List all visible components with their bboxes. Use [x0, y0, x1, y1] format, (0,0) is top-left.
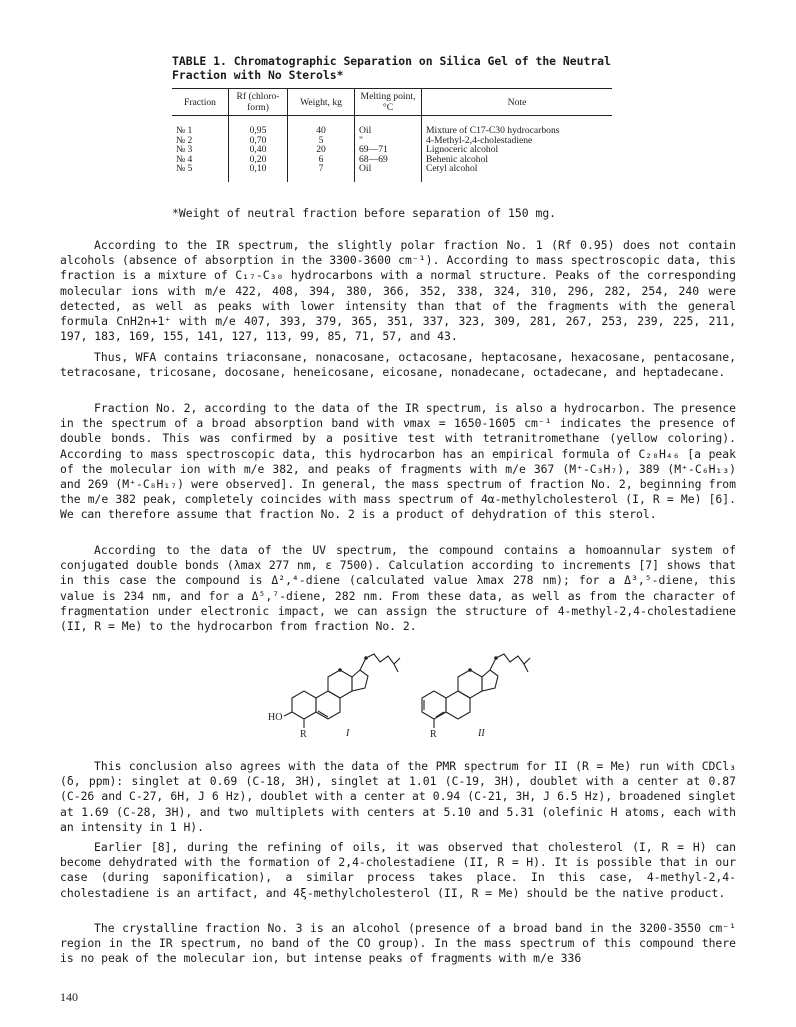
cell-note: Mixture of C17-C30 hydrocarbons: [422, 116, 613, 136]
paragraph-uv: [60, 543, 736, 634]
cell-note: Behenic alcohol: [422, 155, 613, 165]
table-row: [172, 164, 612, 182]
ring-d-i: [352, 670, 368, 691]
cell-weight: 6: [288, 155, 355, 165]
cell-mp: Oil: [355, 164, 422, 182]
cell-mp: Oil: [355, 116, 422, 136]
table-row: [172, 155, 612, 165]
paragraph-pmr: [60, 759, 736, 835]
cell-weight: 5: [288, 136, 355, 146]
paragraph-text: The crystalline fraction No. 3 is an alcohol (presence of a broad band in the 3200-3550 cm⁻¹ region in the IR spectrum, no band of the CO group). In the mass spectrum of this compound there is no peak of the molecular ion, but intense peaks of fragments with m/e 336: [60, 921, 736, 966]
paragraph-wfa: [60, 350, 736, 380]
ho-bond-i: [284, 712, 292, 716]
cell-rf: 0,10: [229, 164, 288, 182]
label-compound-i: I: [346, 728, 350, 738]
cell-fraction: № 4: [176, 153, 193, 165]
label-r-ii: R: [430, 729, 437, 738]
cell-mp: ": [355, 136, 422, 146]
ring-c-ii: [458, 670, 482, 698]
chromatography-table: [172, 88, 612, 182]
paragraph-text: Thus, WFA contains triaconsane, nonacosane, octacosane, heptacosane, hexacosane, pentacosane, tetracosane, tricosane, docosane, heneicosane, eicosane, nonadecane, octadecane, and heptadecane.: [60, 350, 736, 380]
cell-fraction: № 2: [176, 134, 193, 146]
ring-c-i: [328, 670, 352, 698]
paragraph-text: Fraction No. 2, according to the data of the IR spectrum, is also a hydrocarbon. The presence in the spectrum of a broad absorption band with νmax = 1650-1605 cm⁻¹ indicates the presence of double bonds. This was confirmed by a positive test with tetranitromethane (yellow coloring). According to mass spectroscopic data, this hydrocarbon has an empirical formula of C₂₈H₄₆ [a peak of the molecular ion with m/e 382, and peaks of fragments with m/e 367 (M⁺-C₃H₇), 389 (M⁺-C₆H₁₃) and 269 (M⁺-C₈H₁₇) were observed]. In general, the mass spectrum of fraction No. 2, beginning from the m/e 382 peak, completely coincides with mass spectrum of 4α-methylcholesterol (I, R = Me) [6]. We can therefore assume that fraction No. 2 is a product of dehydration of this sterol.: [60, 401, 736, 522]
table-row: [172, 116, 612, 136]
page-number: 140: [60, 990, 78, 1004]
label-ho: HO: [268, 712, 283, 723]
cell-fraction: № 3: [176, 144, 193, 156]
header-weight: Weight, kg: [288, 89, 355, 116]
cell-note: Lignoceric alcohol: [422, 145, 613, 155]
cell-rf: 0,40: [229, 145, 288, 155]
label-r-i: R: [300, 729, 307, 738]
cell-rf: 0,95: [229, 116, 288, 136]
ring-b-i: [316, 691, 340, 719]
steroid-structures: [262, 648, 562, 738]
cell-note: 4-Methyl-2,4-cholestadiene: [422, 136, 613, 146]
cell-rf: 0,70: [229, 136, 288, 146]
cell-fraction: № 1: [176, 125, 193, 136]
table-caption: TABLE 1. Chromatographic Separation on Silica Gel of the Neutral Fraction with No Sterols*: [172, 54, 611, 82]
cell-note: Cetyl alcohol: [422, 164, 613, 182]
header-melting-point: Melting point, °C: [355, 89, 422, 116]
paragraph-fraction-3: [60, 921, 736, 967]
paragraph-text: According to the IR spectrum, the slightly polar fraction No. 1 (Rf 0.95) does not contain alcohols (absence of absorption in the 3300-3600 cm⁻¹). According to mass spectroscopic data, this fraction is a mixture of C₁₇-C₃₀ hydrocarbons with a normal structure. Peaks of the corresponding molecular ions with m/e 422, 408, 394, 380, 366, 352, 338, 324, 310, 296, 282, 254, 240 were detected, as well as peaks with lower intensity than that of the fragments with the general formula CnH2n+1⁺ with m/e 407, 393, 379, 365, 351, 337, 323, 309, 281, 267, 253, 239, 225, 211, 197, 183, 169, 155, 141, 127, 113, 99, 85, 71, 57, and 43.: [60, 238, 736, 344]
paragraph-text: According to the data of the UV spectrum, the compound contains a homoannular system of conjugated double bonds (λmax 277 nm, ε 7500). Calculation according to increments [7] shows that in this case the compound is Δ²,⁴-diene (calculated value λmax 278 nm); for a Δ³,⁵-diene, this value is 234 nm, and for a Δ⁵,⁷-diene, 282 nm. From these data, as well as from the character of fragmentation under electronic impact, we can assign the structure of 4-methyl-2,4-cholestadiene (II, R = Me) to the hydrocarbon from fraction No. 2.: [60, 543, 736, 634]
paragraph-fraction-2: [60, 401, 736, 523]
cell-rf: 0,20: [229, 155, 288, 165]
header-note: Note: [422, 89, 613, 116]
table-row: [172, 145, 612, 155]
ring-b-ii: [446, 691, 470, 719]
table-footnote: *Weight of neutral fraction before separation of 150 mg.: [172, 206, 557, 220]
cell-weight: 20: [288, 145, 355, 155]
cell-fraction: № 5: [176, 163, 193, 175]
ring-a-ii: [422, 691, 446, 719]
paragraph-text: Earlier [8], during the refining of oils, it was observed that cholesterol (I, R = H) can become dehydrated with the formation of 2,4-cholestadiene (II, R = H). It is possible that in our case (during saponification), a similar process takes place. In this case, 4-methyl-2,4-cholestadiene is an artifact, and 4ξ-methylcholesterol (II, R = Me) should be the native product.: [60, 840, 736, 900]
table-row: [172, 136, 612, 146]
cell-weight: 7: [288, 164, 355, 182]
ring-a-i: [292, 691, 316, 719]
paragraph-text: This conclusion also agrees with the data of the PMR spectrum for II (R = Me) run with CDCl₃ (δ, ppm): singlet at 0.69 (C-18, 3H), singlet at 1.01 (C-19, 3H), doublet with a center at 0.87 (C-26 and C-27, 6H, J 6 Hz), doublet with a center at 0.94 (C-21, 3H, J 6.5 Hz), broadened singlet at 1.69 (C-28, 3H), and two multiplets with centers at 5.10 and 5.31 (olefinic H atoms, each with an intensity in 1 H).: [60, 759, 736, 834]
cell-mp: 68—69: [355, 155, 422, 165]
cell-mp: 69—71: [355, 145, 422, 155]
paragraph-fraction-1: [60, 238, 736, 344]
label-compound-ii: II: [478, 728, 485, 738]
header-rf: Rf (chloro-form): [229, 89, 288, 116]
ring-d-ii: [482, 670, 498, 691]
header-fraction: Fraction: [172, 89, 229, 116]
paragraph-earlier: [60, 840, 736, 901]
cell-weight: 40: [288, 116, 355, 136]
